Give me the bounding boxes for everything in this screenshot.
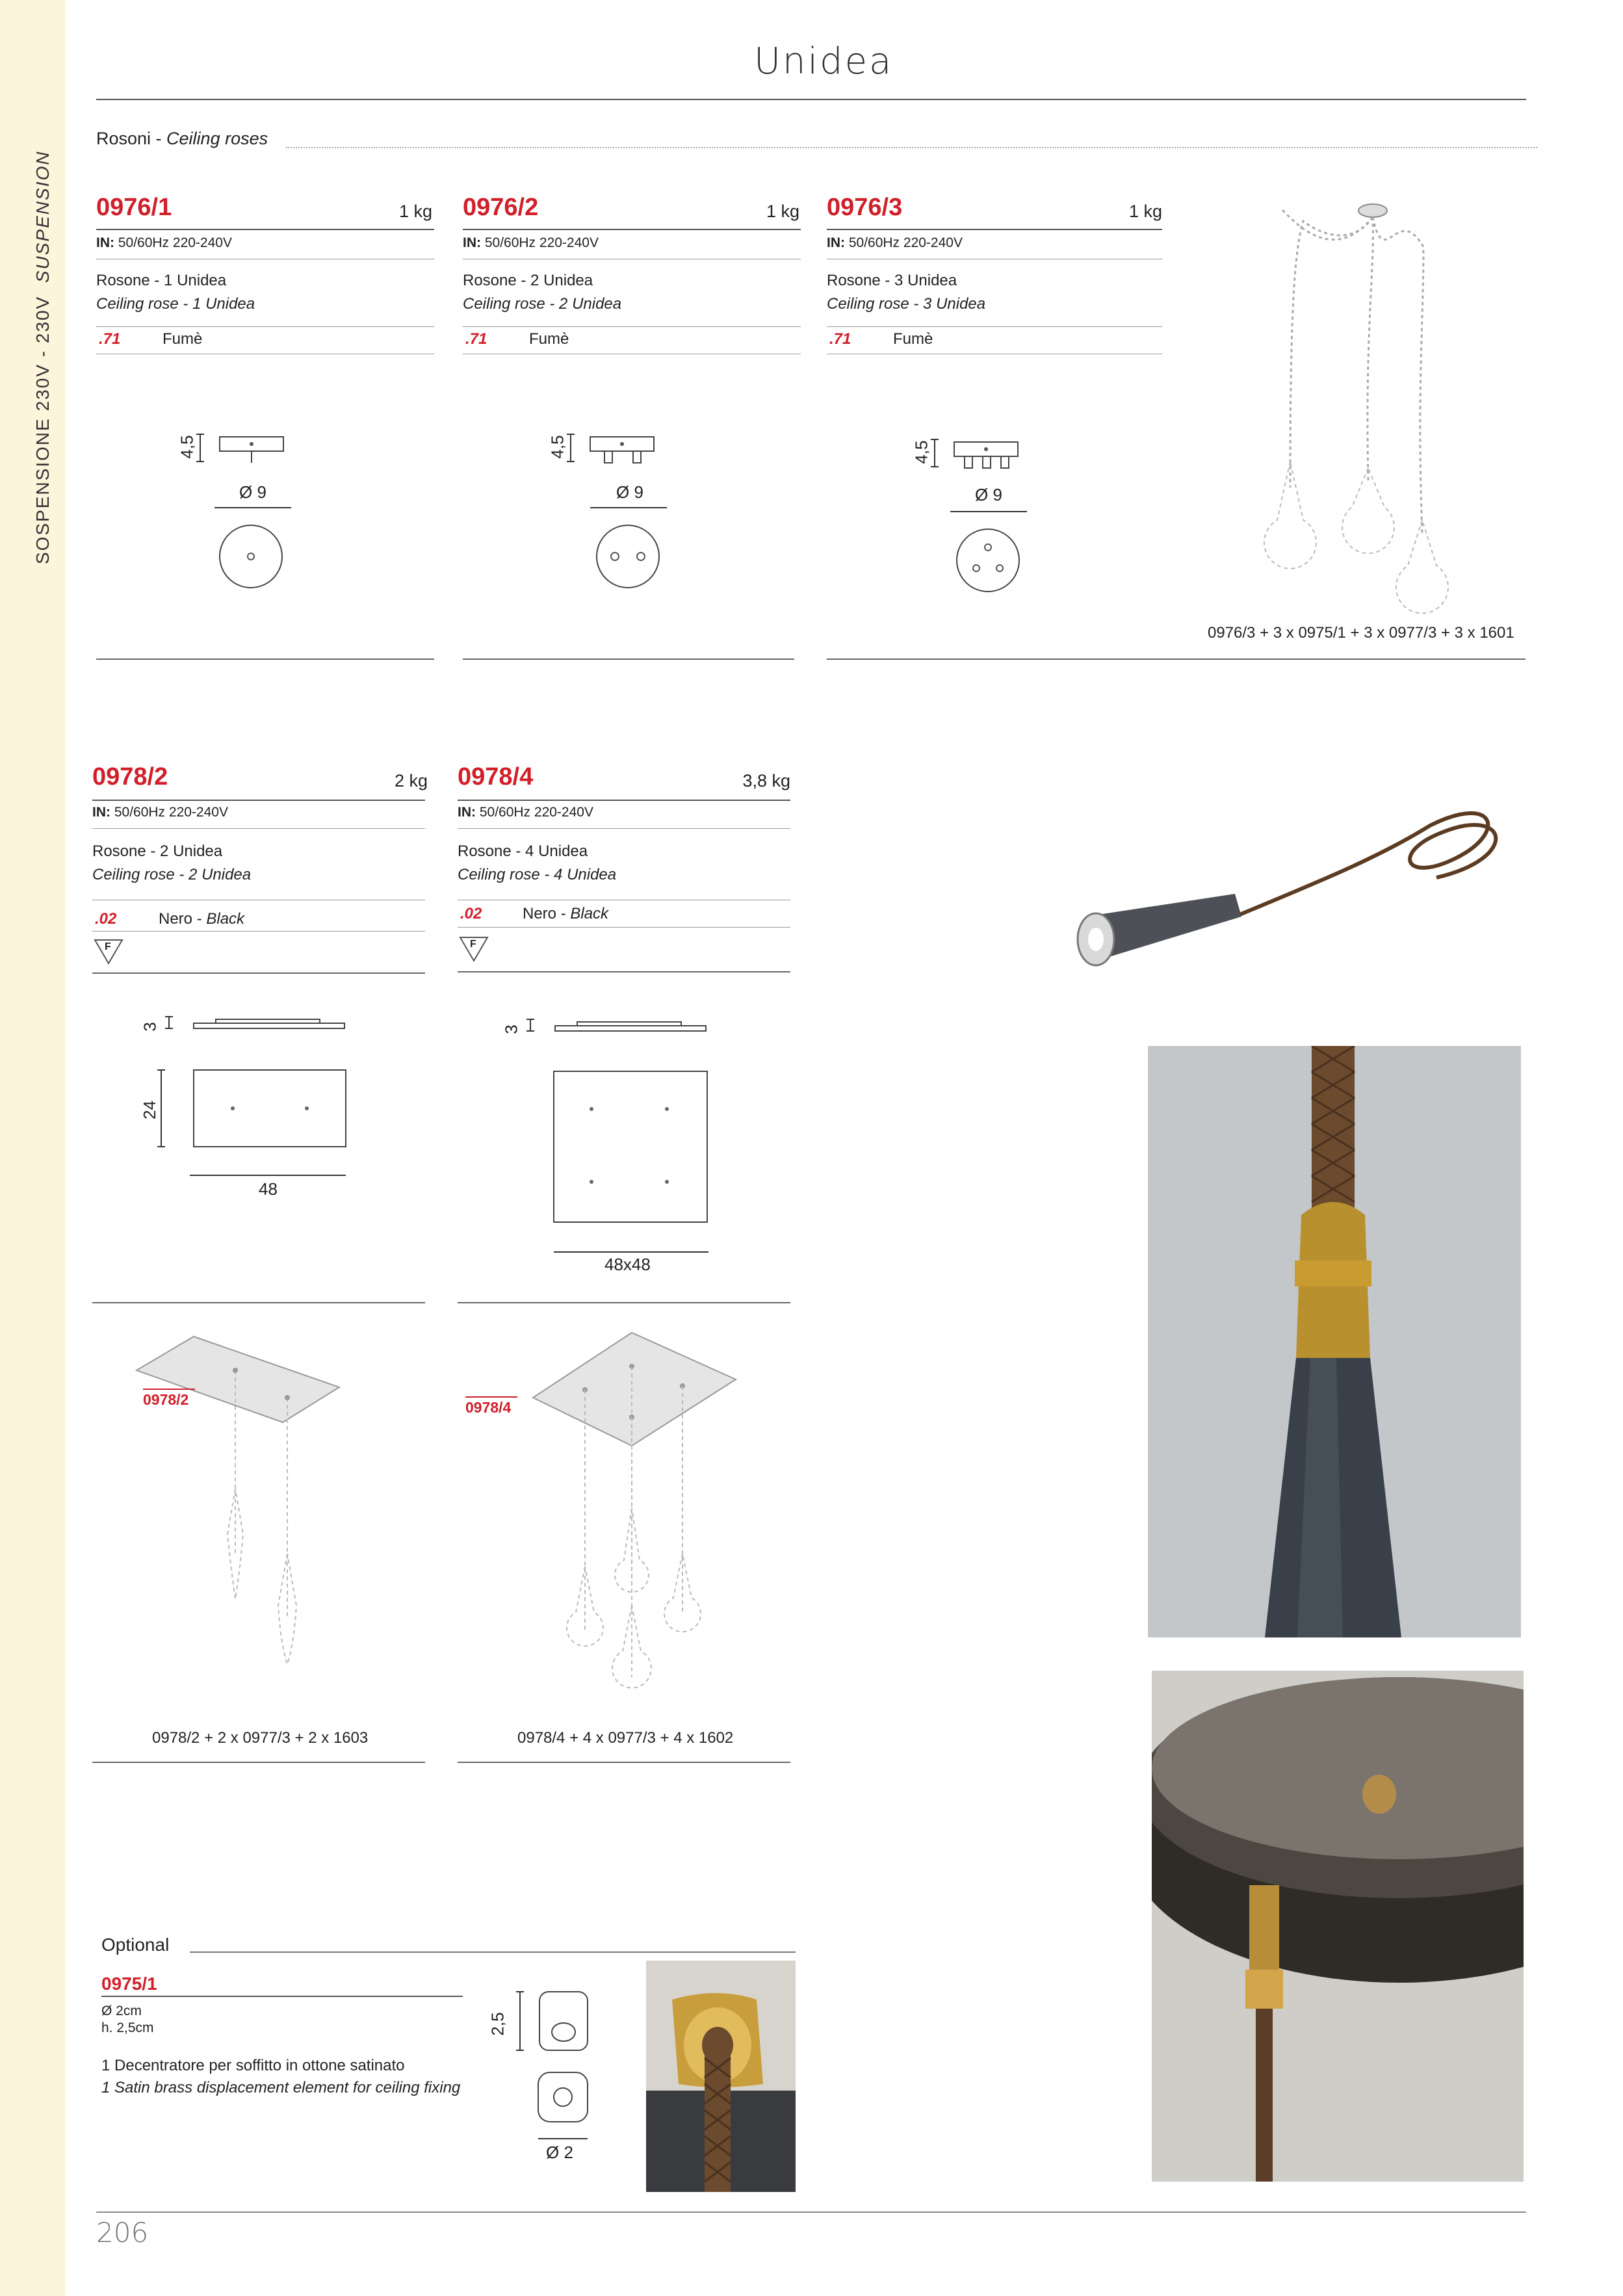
rose-side-drawing xyxy=(929,434,1033,473)
product-weight: 1 kg xyxy=(398,202,432,221)
divider xyxy=(96,326,434,327)
installation-sketch-2-lights xyxy=(136,1333,351,1677)
divider xyxy=(92,972,425,974)
sidebar xyxy=(0,0,66,2296)
product-code: 0976/2 xyxy=(463,194,539,221)
rose-top-drawing xyxy=(552,1070,715,1259)
divider xyxy=(463,659,794,660)
finish-code: .71 xyxy=(829,330,851,348)
product-photo-pendant xyxy=(1040,780,1560,1014)
dimension-width: 48x48 xyxy=(604,1255,651,1274)
section-title: Rosoni - Ceiling roses xyxy=(96,129,268,148)
divider xyxy=(96,659,434,660)
rose-side-drawing xyxy=(565,429,669,468)
divider xyxy=(458,1302,790,1303)
divider xyxy=(827,659,1526,660)
divider xyxy=(92,828,425,829)
divider xyxy=(92,1762,425,1763)
product-name-en: Ceiling rose - 2 Unidea xyxy=(92,866,252,883)
divider xyxy=(92,931,425,932)
rose-top-drawing xyxy=(156,1066,351,1177)
composition: 0978/2 + 2 x 0977/3 + 2 x 1603 xyxy=(152,1729,369,1747)
optional-desc-it: 1 Decentratore per soffitto in ottone satinato xyxy=(101,2057,405,2074)
rose-top-drawing xyxy=(218,524,283,589)
dimension-depth: 24 xyxy=(139,1101,159,1119)
finish-name: Fumè xyxy=(162,330,203,348)
rose-side-drawing xyxy=(195,429,299,468)
product-name-en: Ceiling rose - 2 Unidea xyxy=(463,295,622,313)
input-spec: IN: 50/60Hz 220-240V xyxy=(463,235,599,250)
product-code: 0976/3 xyxy=(827,194,903,221)
input-spec: IN: 50/60Hz 220-240V xyxy=(96,235,232,250)
header-rule xyxy=(96,99,1526,100)
product-name-en: Ceiling rose - 1 Unidea xyxy=(96,295,255,313)
divider xyxy=(458,800,790,801)
page-number: 206 xyxy=(96,2217,149,2249)
finish-code: .71 xyxy=(99,330,121,348)
finish-name: Nero - Black xyxy=(159,910,245,928)
installation-sketch-4-lights xyxy=(533,1326,747,1716)
divider xyxy=(96,229,434,230)
product-name-en: Ceiling rose - 4 Unidea xyxy=(458,866,617,883)
dimension-line xyxy=(590,507,667,508)
product-name-it: Rosone - 4 Unidea xyxy=(458,842,588,860)
product-photo-rose xyxy=(1152,1671,1524,2182)
sidebar-label: SOSPENSIONE 230V - 230V SUSPENSION xyxy=(32,150,53,564)
divider xyxy=(101,1996,463,1997)
optional-code: 0975/1 xyxy=(101,1974,157,1994)
finish-code: .71 xyxy=(465,330,487,348)
divider xyxy=(458,971,790,972)
page-title: Unidea xyxy=(754,40,894,83)
divider xyxy=(92,800,425,801)
dimension-height: 4,5 xyxy=(911,440,931,464)
divider xyxy=(190,1951,796,1953)
product-name-en: Ceiling rose - 3 Unidea xyxy=(827,295,986,313)
optional-spec-diameter: Ø 2cm xyxy=(101,2003,142,2018)
dimension-height: 2,5 xyxy=(487,2012,508,2036)
dimension-height: 4,5 xyxy=(177,435,197,459)
composition: 0978/4 + 4 x 0977/3 + 4 x 1602 xyxy=(517,1729,734,1747)
product-weight: 1 kg xyxy=(766,202,799,221)
dimension-diameter: Ø 9 xyxy=(975,485,1002,504)
composition-top: 0976/3 + 3 x 0975/1 + 3 x 0977/3 + 3 x 1601 xyxy=(1208,624,1514,642)
dimension-diameter: Ø 2 xyxy=(546,2143,573,2162)
footer-rule xyxy=(96,2211,1526,2213)
divider xyxy=(827,229,1162,230)
input-spec: IN: 50/60Hz 220-240V xyxy=(827,235,963,250)
product-name-it: Rosone - 2 Unidea xyxy=(92,842,223,860)
rose-side-drawing xyxy=(164,1011,359,1050)
input-spec: IN: 50/60Hz 220-240V xyxy=(92,805,228,820)
divider xyxy=(92,1302,425,1303)
product-code: 0978/4 xyxy=(458,763,534,790)
rose-side-drawing xyxy=(525,1014,720,1053)
section-dotted-rule xyxy=(286,147,1537,148)
divider xyxy=(827,326,1162,327)
product-photo-detail xyxy=(1148,1046,1521,1637)
dimension-height: 4,5 xyxy=(547,435,567,459)
finish-name: Fumè xyxy=(893,330,933,348)
finish-name: Nero - Black xyxy=(523,905,609,922)
f-badge: F xyxy=(94,939,123,965)
dimension-line xyxy=(950,511,1027,512)
divider xyxy=(458,828,790,829)
divider xyxy=(463,229,801,230)
product-code: 0976/1 xyxy=(96,194,172,221)
input-spec: IN: 50/60Hz 220-240V xyxy=(458,805,593,820)
optional-side-drawing xyxy=(513,1989,604,2054)
drawing-label: 0978/2 xyxy=(143,1389,195,1409)
rose-top-drawing xyxy=(955,528,1020,593)
dimension-diameter: Ø 9 xyxy=(239,482,266,502)
finish-code: .02 xyxy=(95,910,117,928)
optional-top-drawing xyxy=(537,2071,595,2149)
product-weight: 3,8 kg xyxy=(742,771,790,790)
finish-name: Fumè xyxy=(529,330,569,348)
dimension-height: 3 xyxy=(501,1024,521,1034)
dimension-diameter: Ø 9 xyxy=(616,482,643,502)
divider xyxy=(458,1762,790,1763)
dimension-width: 48 xyxy=(259,1179,278,1199)
optional-title: Optional xyxy=(101,1935,170,1955)
optional-desc-en: 1 Satin brass displacement element for ceiling fixing xyxy=(101,2079,461,2096)
optional-photo xyxy=(646,1961,796,2192)
dimension-line xyxy=(214,507,291,508)
product-name-it: Rosone - 2 Unidea xyxy=(463,272,593,289)
divider xyxy=(463,326,801,327)
finish-code: .02 xyxy=(460,905,482,922)
product-name-it: Rosone - 3 Unidea xyxy=(827,272,957,289)
f-badge: F xyxy=(459,936,489,962)
rose-top-drawing xyxy=(595,524,660,589)
installation-sketch-3-lights xyxy=(1254,195,1488,624)
drawing-label: 0978/4 xyxy=(465,1396,517,1416)
product-name-it: Rosone - 1 Unidea xyxy=(96,272,227,289)
divider xyxy=(458,927,790,928)
optional-spec-height: h. 2,5cm xyxy=(101,2020,154,2035)
product-weight: 2 kg xyxy=(394,771,428,790)
product-weight: 1 kg xyxy=(1128,202,1162,221)
dimension-height: 3 xyxy=(140,1022,160,1032)
product-code: 0978/2 xyxy=(92,763,168,790)
